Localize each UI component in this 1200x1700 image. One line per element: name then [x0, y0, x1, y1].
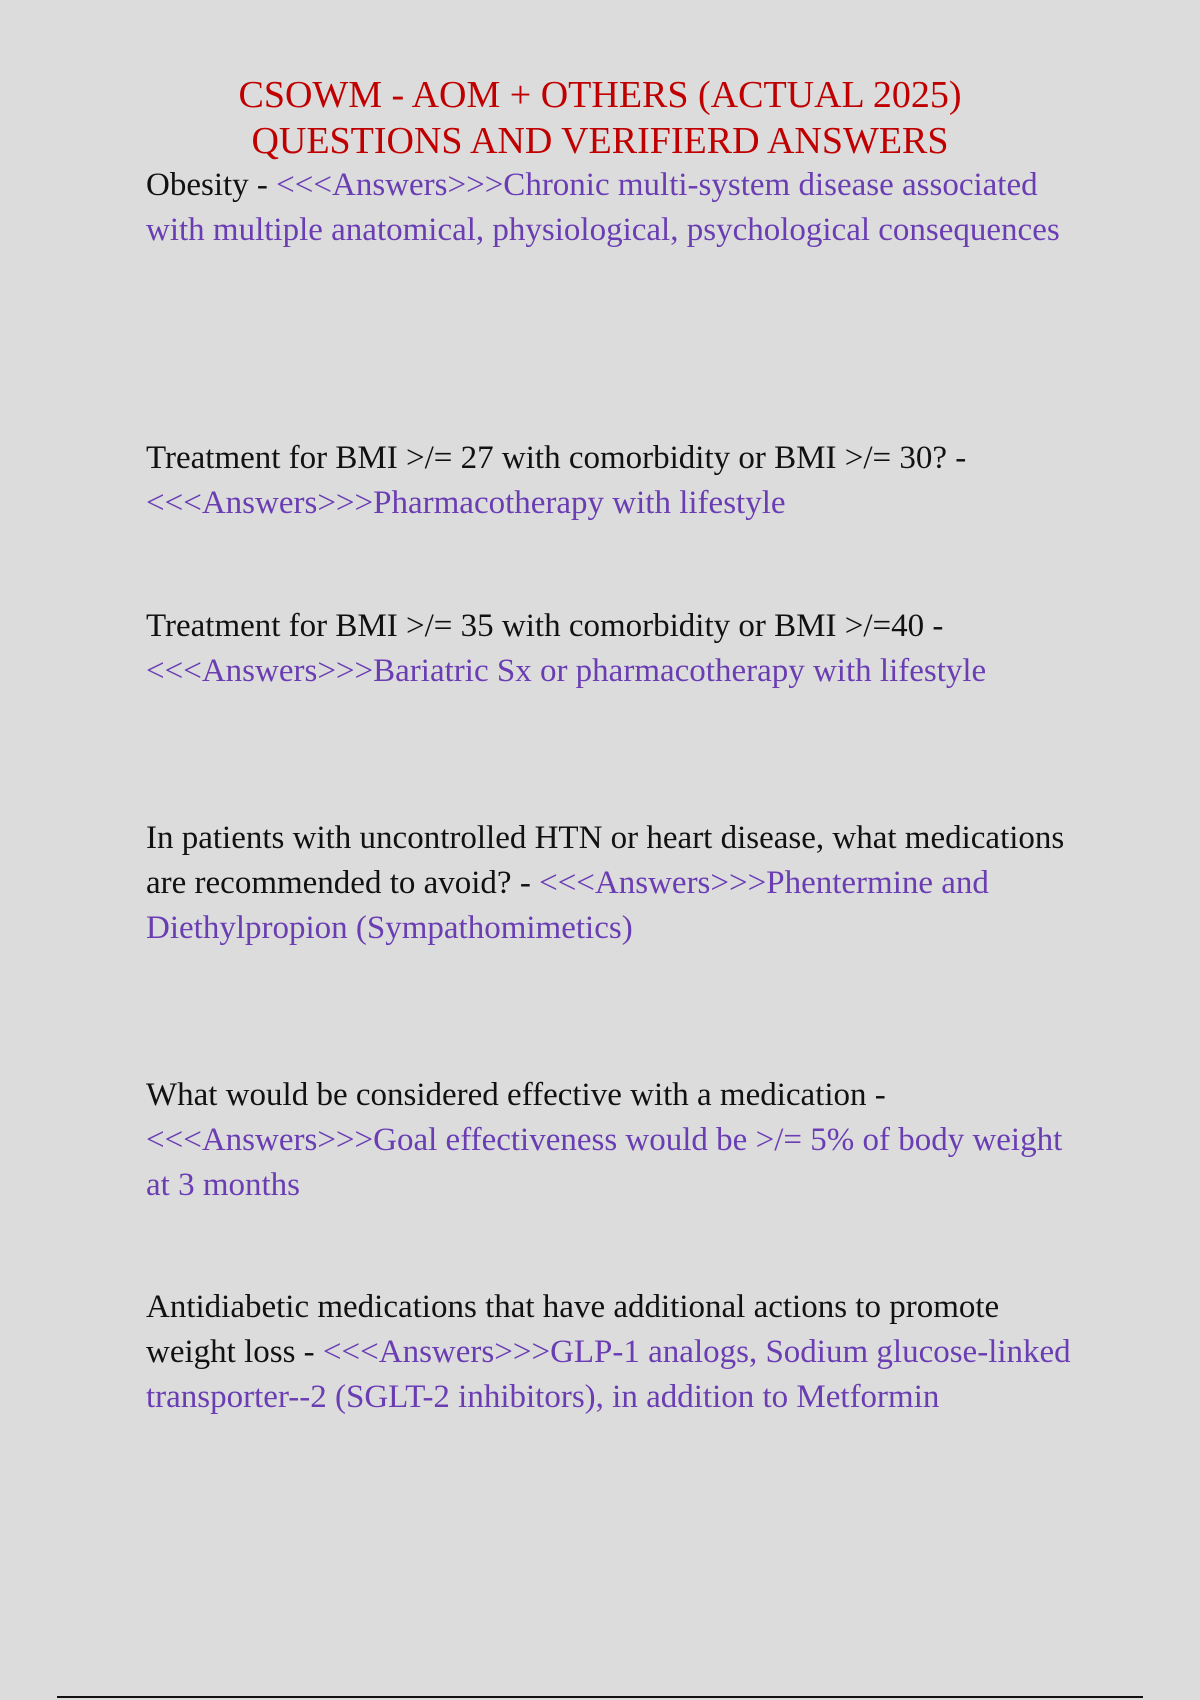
qa-item-htn: [146, 816, 1076, 951]
bottom-divider: [57, 1696, 1143, 1698]
title-line-1: CSOWM - AOM + OTHERS (ACTUAL 2025): [238, 74, 962, 116]
question-text: What would be considered effective with a medication -: [146, 1077, 886, 1113]
answer-text: <<<Answers>>>Bariatric Sx or pharmacotherapy with lifestyle: [146, 653, 987, 689]
qa-item-obesity: [146, 163, 1076, 253]
answer-text: <<<Answers>>>Chronic multi-system disease associated with multiple anatomical, physiological, psychological consequences: [146, 167, 1060, 248]
answer-text: <<<Answers>>>Goal effectiveness would be >/= 5% of body weight at 3 months: [146, 1122, 1063, 1203]
title-line-2: QUESTIONS AND VERIFIERD ANSWERS: [251, 120, 949, 162]
qa-item-antidiabetic: [146, 1285, 1076, 1420]
qa-item-bmi-27: [146, 436, 1076, 526]
qa-item-bmi-35: [146, 604, 1076, 694]
question-text: Treatment for BMI >/= 27 with comorbidity or BMI >/= 30? -: [146, 440, 967, 476]
question-text: Obesity -: [146, 167, 277, 203]
question-text: Antidiabetic medications that have additional actions to promote weight loss -: [146, 1289, 1000, 1370]
question-text: Treatment for BMI >/= 35 with comorbidity or BMI >/=40 -: [146, 608, 944, 644]
answer-text: <<<Answers>>>Pharmacotherapy with lifestyle: [146, 485, 786, 521]
answer-text: <<<Answers>>>Phentermine and Diethylpropion (Sympathomimetics): [146, 865, 989, 946]
qa-item-effectiveness: [146, 1073, 1076, 1208]
answer-text: <<<Answers>>>GLP-1 analogs, Sodium glucose-linked transporter--2 (SGLT-2 inhibitors), in addition to Metformin: [146, 1334, 1071, 1415]
question-text: In patients with uncontrolled HTN or heart disease, what medications are recommended to avoid? -: [146, 820, 1065, 901]
document-title: [100, 72, 1100, 164]
